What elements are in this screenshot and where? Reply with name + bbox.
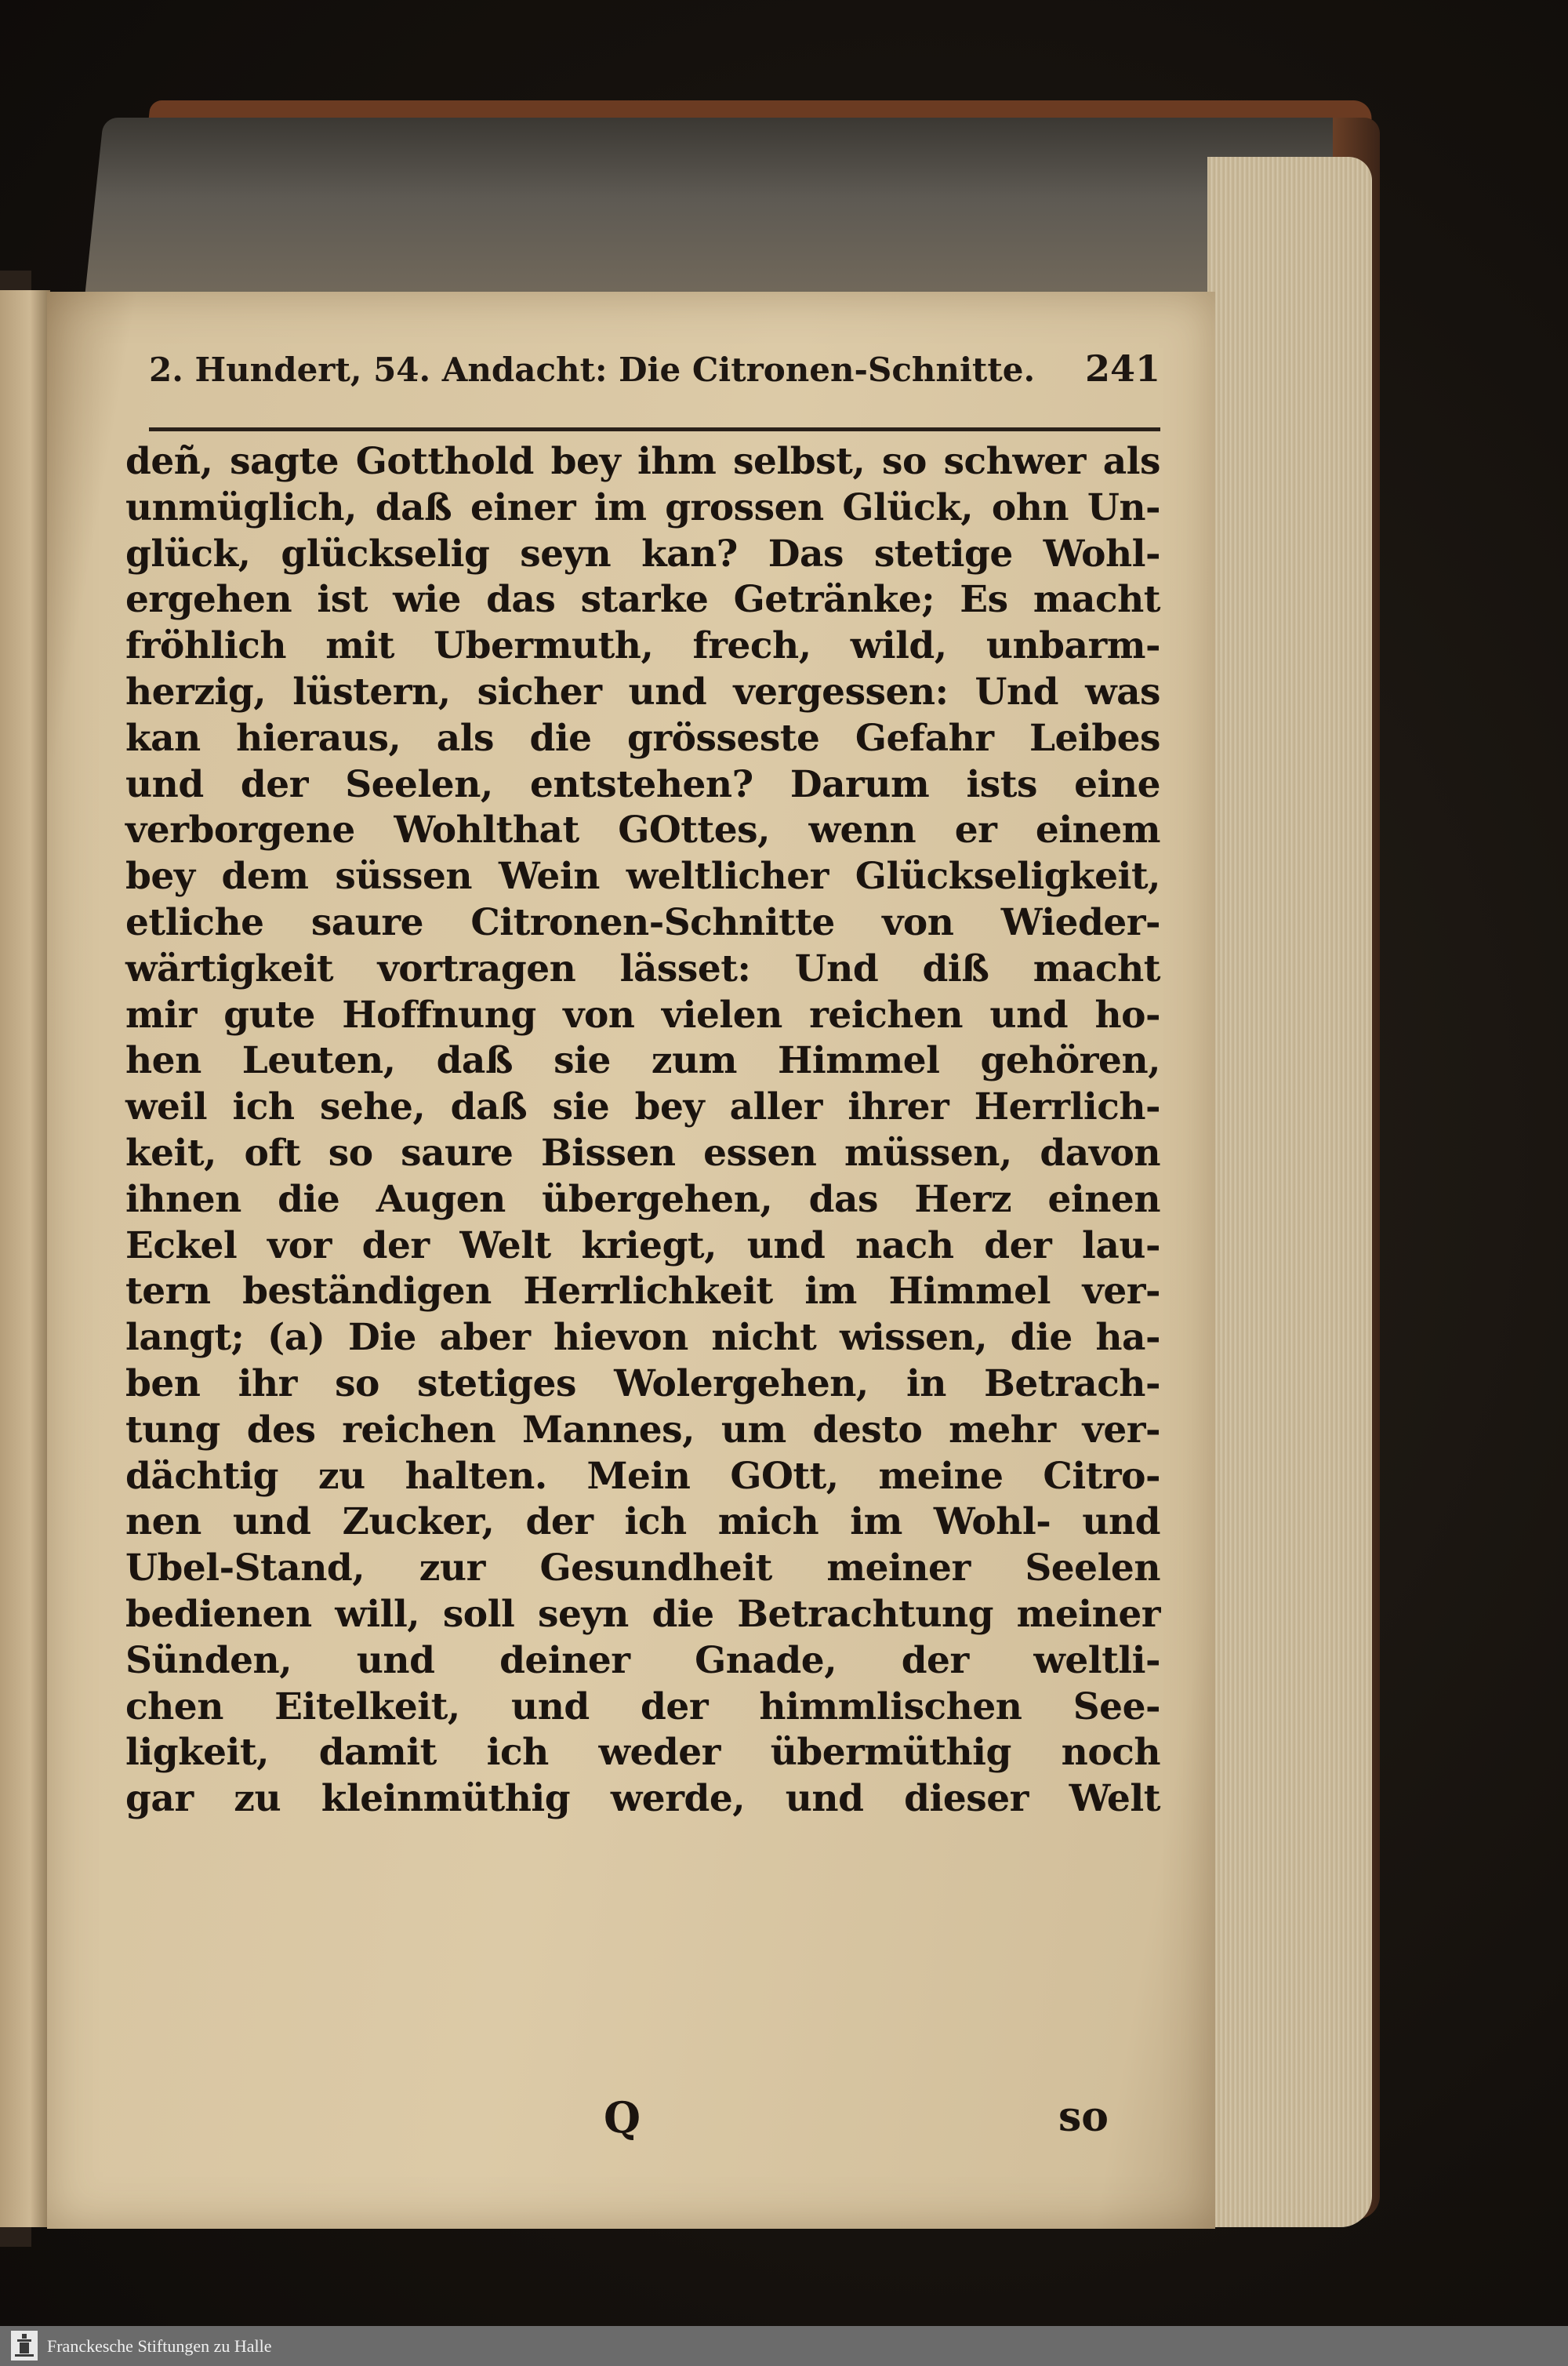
text-line: ihnen die Augen übergehen, das Herz einen: [125, 1177, 1160, 1221]
text-line: bey dem süssen Wein weltlicher Glückseligkeit,: [125, 855, 1160, 899]
text-line: langt; (a) Die aber hievon nicht wissen, die ha-: [125, 1316, 1160, 1360]
text-line: herzig, lüstern, sicher und vergessen: Und was: [125, 670, 1160, 714]
body-text: [125, 439, 1160, 1823]
text-line: und der Seelen, entstehen? Darum ists eine: [125, 762, 1160, 806]
text-line: etliche saure Citronen-Schnitte von Wieder-: [125, 900, 1160, 944]
text-line: glück, glückselig seyn kan? Das stetige Wohl-: [125, 532, 1160, 576]
text-line: deñ, sagte Gotthold bey ihm selbst, so schwer als: [125, 440, 1160, 483]
running-head-title: 2. Hundert, 54. Andacht: Die Citronen-Schnitte.: [149, 351, 1036, 389]
footer-institution: Franckesche Stiftungen zu Halle: [47, 2336, 272, 2356]
text-line: mir gute Hoffnung von vielen reichen und ho-: [125, 993, 1160, 1037]
running-head: [149, 333, 1160, 404]
header-rule: [149, 427, 1160, 431]
text-line: bedienen will, soll seyn die Betrachtung meiner: [125, 1592, 1160, 1636]
text-line: Ubel-Stand, zur Gesundheit meiner Seelen: [125, 1546, 1160, 1590]
left-page-edge: [0, 290, 50, 2227]
text-line: Eckel vor der Welt kriegt, und nach der lau-: [125, 1223, 1160, 1267]
text-line: chen Eitelkeit, und der himmlischen See-: [125, 1685, 1160, 1728]
signature-mark: Q: [604, 2092, 641, 2142]
text-line: tung des reichen Mannes, um desto mehr ver-: [125, 1408, 1160, 1452]
text-line: nen und Zucker, der ich mich im Wohl- und: [125, 1500, 1160, 1544]
text-line: verborgene Wohlthat GOttes, wenn er einem: [125, 809, 1160, 852]
text-line: weil ich sehe, daß sie bey aller ihrer Herrlich-: [125, 1085, 1160, 1129]
text-line: ergehen ist wie das starke Getränke; Es macht: [125, 578, 1160, 622]
text-line: tern beständigen Herrlichkeit im Himmel ver-: [125, 1270, 1160, 1314]
catchword: so: [1058, 2093, 1109, 2141]
text-line: wärtigkeit vortragen lässet: Und diß macht: [125, 947, 1160, 990]
text-line: hen Leuten, daß sie zum Himmel gehören,: [125, 1039, 1160, 1083]
text-line: dächtig zu halten. Mein GOtt, meine Citro-: [125, 1454, 1160, 1498]
text-line: fröhlich mit Ubermuth, frech, wild, unbarm-: [125, 624, 1160, 668]
text-line: ligkeit, damit ich weder übermüthig noch: [125, 1731, 1160, 1775]
book-head-edge: [85, 118, 1374, 298]
text-line: unmüglich, daß einer im grossen Glück, ohn Un-: [125, 485, 1160, 529]
text-line: keit, oft so saure Bissen essen müssen, davon: [125, 1131, 1160, 1175]
franckesche-stiftungen-logo-icon: [11, 2331, 38, 2361]
page-number: 241: [1084, 347, 1160, 390]
text-line: gar zu kleinmüthig werde, und dieser Welt: [125, 1777, 1160, 1821]
book-fore-edge: [1207, 157, 1372, 2227]
text-line: kan hieraus, als die grösseste Gefahr Leibes: [125, 716, 1160, 760]
text-line: Sünden, und deiner Gnade, der weltli-: [125, 1638, 1160, 1682]
text-line: ben ihr so stetiges Wolergehen, in Betrach-: [125, 1361, 1160, 1405]
